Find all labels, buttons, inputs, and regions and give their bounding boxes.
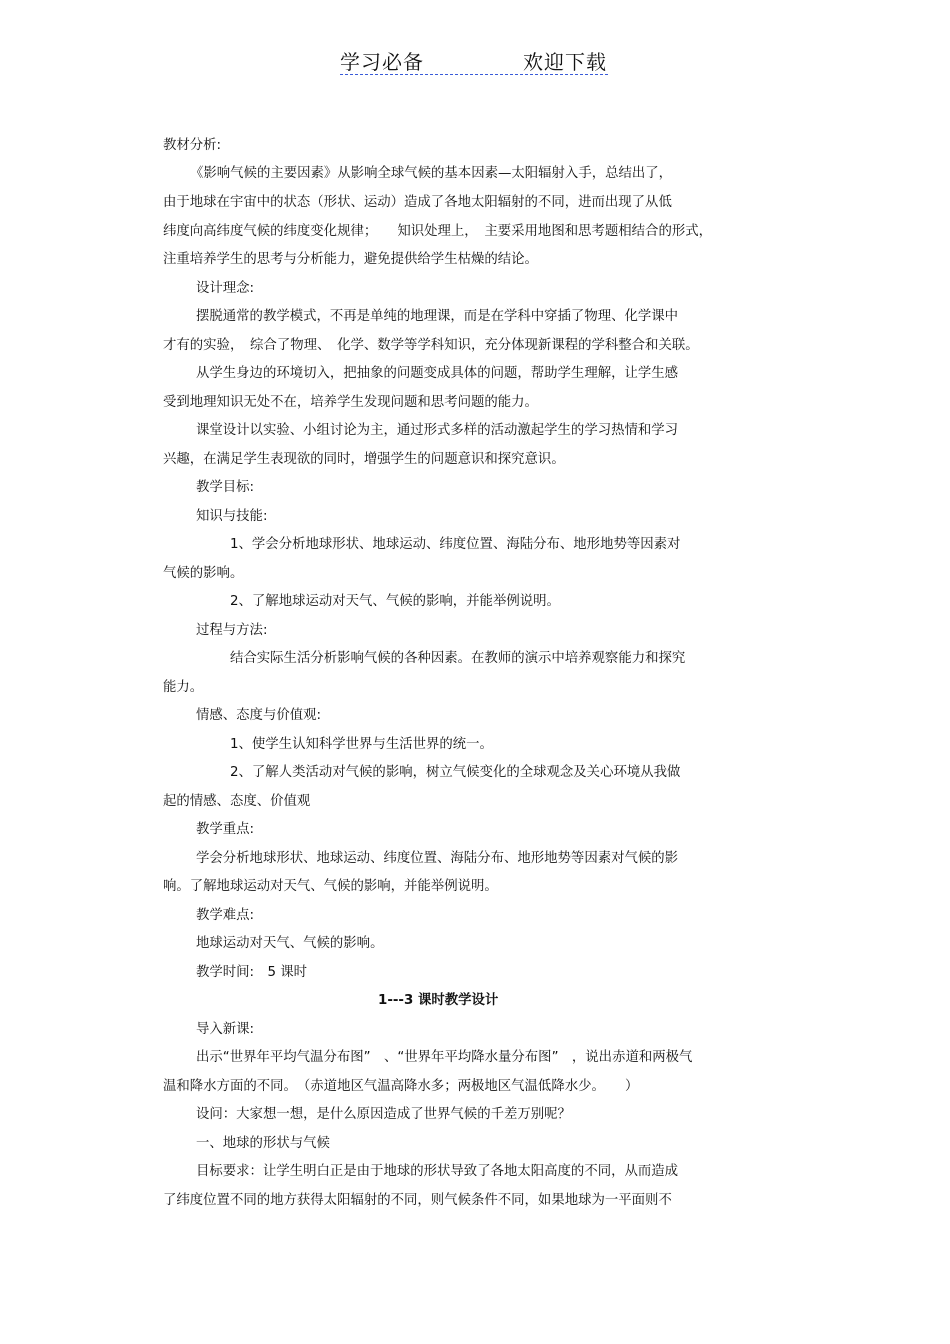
paragraph-line: 摆脱通常的教学模式，不再是单纯的地理课，而是在学科中穿插了物理、化学课中	[196, 309, 679, 324]
paragraph-line: 《影响气候的主要因素》从影响全球气候的基本因素—太阳辐射入手，总结出了，	[190, 166, 673, 181]
paragraph-line: 气候的影响。	[163, 566, 244, 581]
paragraph-line: 起的情感、态度、价值观	[163, 794, 311, 809]
paragraph-line: 能力。	[163, 680, 204, 695]
section-heading: 教学时间: 5 课时	[196, 965, 308, 980]
paragraph-line: 才有的实验， 综合了物理、 化学、数学等学科知识，充分体现新课程的学科整合和关联。	[163, 338, 699, 353]
paragraph-line: 注重培养学生的思考与分析能力，避免提供给学生枯燥的结论。	[163, 252, 538, 267]
paragraph-line: 了纬度位置不同的地方获得太阳辐射的不同，则气候条件不同，如果地球为一平面则不	[163, 1193, 672, 1208]
paragraph-line: 从学生身边的环境切入，把抽象的问题变成具体的问题，帮助学生理解，让学生感	[196, 366, 679, 381]
sub-heading: 情感、态度与价值观:	[196, 708, 322, 723]
paragraph-line: 地球运动对天气、气候的影响。	[196, 936, 384, 951]
paragraph-line: 结合实际生活分析影响气候的各种因素。在教师的演示中培养观察能力和探究	[230, 651, 686, 666]
section-heading: 设计理念:	[196, 281, 255, 296]
header-right-text: 欢迎下载	[523, 50, 607, 74]
section-heading: 教学难点:	[196, 908, 255, 923]
list-item: 2、了解人类活动对气候的影响，树立气候变化的全球观念及关心环境从我做	[230, 765, 681, 780]
paragraph-line: 课堂设计以实验、小组讨论为主，通过形式多样的活动激起学生的学习热情和学习	[196, 423, 679, 438]
paragraph-line: 由于地球在宇宙中的状态（形状、运动）造成了各地太阳辐射的不同，进而出现了从低	[163, 195, 672, 210]
paragraph-line: 受到地理知识无处不在，培养学生发现问题和思考问题的能力。	[163, 395, 538, 410]
sub-heading: 过程与方法:	[196, 623, 268, 638]
section-heading: 教材分析:	[163, 138, 222, 153]
section-heading: 教学重点:	[196, 822, 255, 837]
paragraph-line: 设问：大家想一想，是什么原因造成了世界气候的千差万别呢？	[196, 1107, 571, 1122]
sub-heading: 知识与技能:	[196, 509, 268, 524]
paragraph-line: 兴趣，在满足学生表现欲的同时，增强学生的问题意识和探究意识。	[163, 452, 565, 467]
paragraph-line: 温和降水方面的不同。 （赤道地区气温高降水多；两极地区气温低降水少。 ）	[163, 1079, 639, 1094]
section-heading: 教学目标:	[196, 480, 255, 495]
list-item: 2、了解地球运动对天气、气候的影响，并能举例说明。	[230, 594, 560, 609]
list-item: 1、学会分析地球形状、地球运动、纬度位置、海陆分布、地形地势等因素对	[230, 537, 681, 552]
center-title: 1---3 课时教学设计	[378, 993, 499, 1008]
paragraph-line: 目标要求：让学生明白正是由于地球的形状导致了各地太阳高度的不同，从而造成	[196, 1164, 679, 1179]
list-item: 1、使学生认知科学世界与生活世界的统一。	[230, 737, 493, 752]
paragraph-line: 纬度向高纬度气候的纬度变化规律； 知识处理上， 主要采用地图和思考题相结合的形式，	[163, 224, 713, 239]
paragraph-line: 学会分析地球形状、地球运动、纬度位置、海陆分布、地形地势等因素对气候的影	[196, 851, 679, 866]
section-heading: 导入新课:	[196, 1022, 255, 1037]
paragraph-line: 响。了解地球运动对天气、气候的影响，并能举例说明。	[163, 879, 498, 894]
section-heading: 一、地球的形状与气候	[196, 1136, 330, 1151]
header-left-text: 学习必备	[340, 50, 424, 74]
paragraph-line: 出示“世界年平均气温分布图” 、“世界年平均降水量分布图” ，说出赤道和两极气	[196, 1050, 693, 1065]
